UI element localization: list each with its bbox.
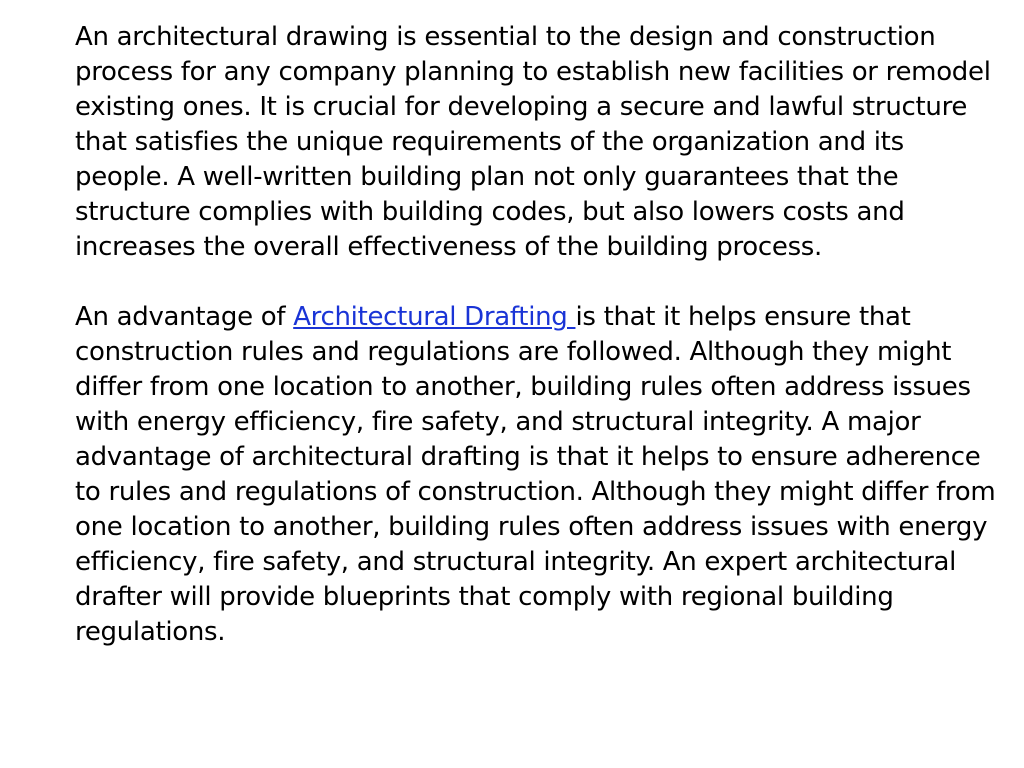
paragraph-2-body-text: is that it helps ensure that construction rules and regulations are followed. Although they might differ from one location to another, building rules often address issues with energy efficiency, fire safety, and structural integrity. A major advantage of architectural drafting is that it helps to ensure adherence to rules and regulations of construction. Although they might differ from one location to another, building rules often address issues with energy efficiency, fire safety, and structural integrity. An expert architectural drafter will provide blueprints that comply with regional building regulations. [75,302,996,647]
architectural-drafting-link[interactable]: Architectural Drafting [293,302,576,332]
paragraph-2-lead-text: An advantage of [75,302,294,332]
text-body [75,20,1005,650]
paragraph-architectural-drawing: An architectural drawing is essential to the design and construction process for any company planning to establish new facilities or remodel existing ones. It is crucial for developing a secure and lawful structure that satisfies the unique requirements of the organization and its people. A well-written building plan not only guarantees that the structure complies with building codes, but also lowers costs and increases the overall effectiveness of the building process. [75,22,991,262]
paragraph-drafting-advantage [75,300,1005,650]
